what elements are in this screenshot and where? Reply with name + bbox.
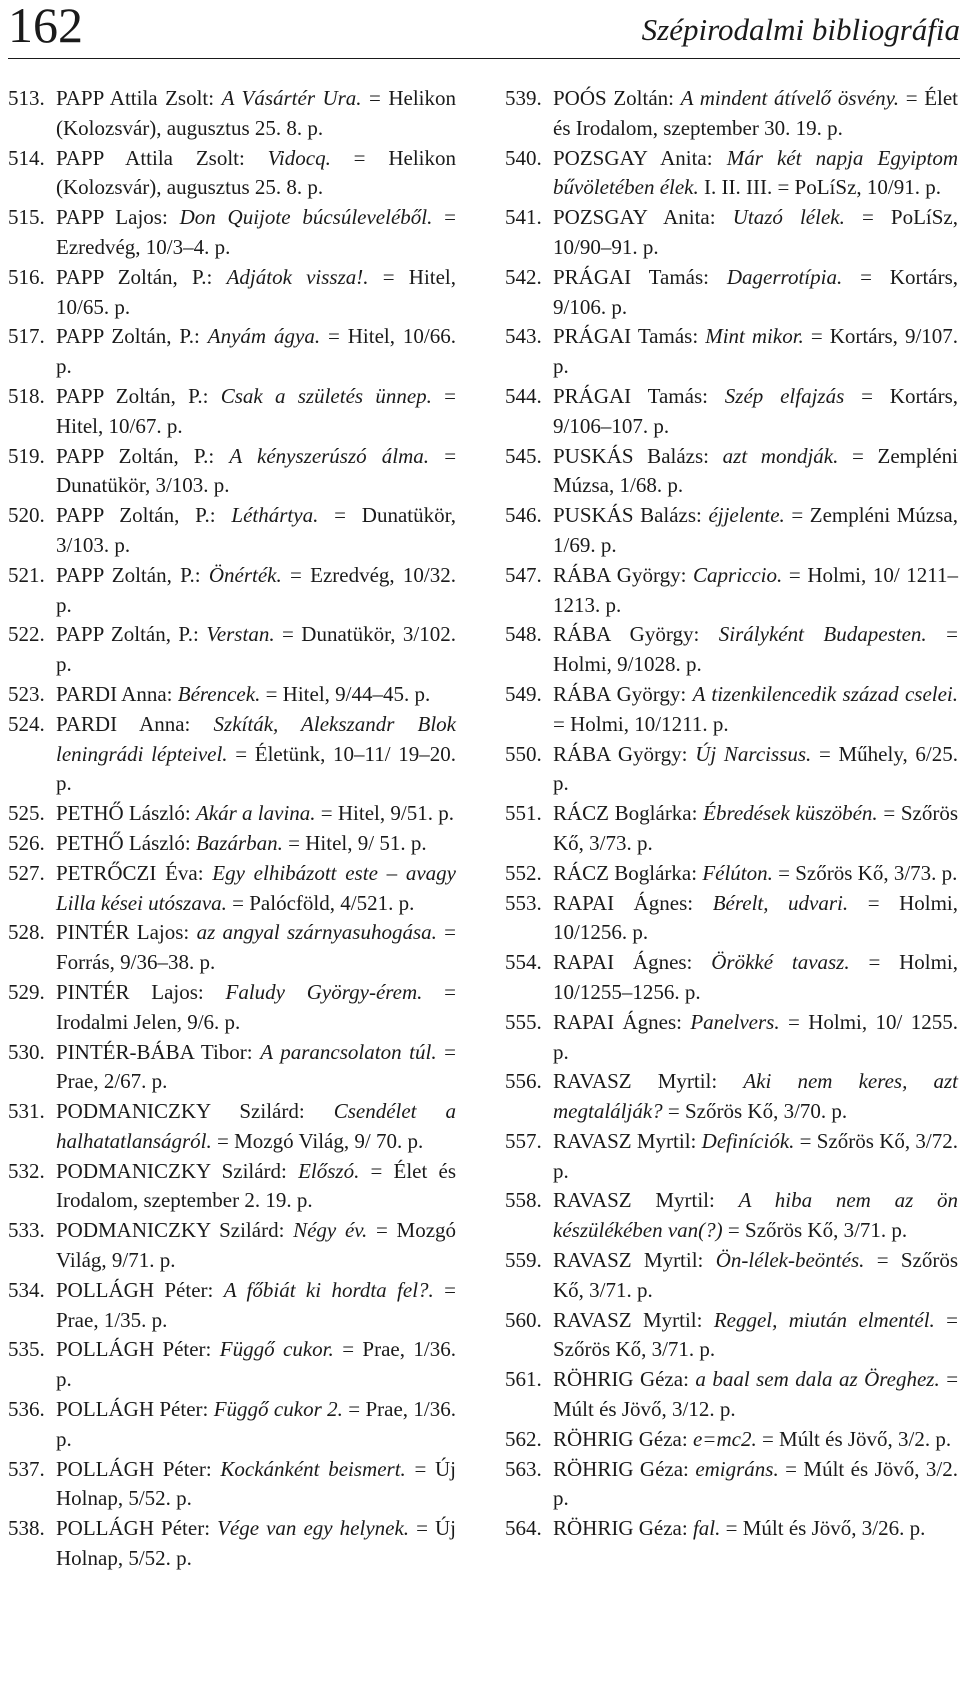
bibliography-entry: [505, 740, 958, 800]
entry-source: = Műhely, 6/25. p.: [553, 741, 958, 796]
entry-number: 532.: [8, 1158, 45, 1183]
bibliography-entry: [505, 203, 958, 263]
entry-author: POLLÁGH Péter:: [56, 1397, 209, 1422]
bibliography-entry: [505, 1127, 958, 1187]
bibliography-entry: [8, 501, 456, 561]
bibliography-entry: [505, 1186, 958, 1246]
entry-number: 545.: [505, 443, 542, 468]
entry-source: = Mozgó Világ, 9/ 70. p.: [217, 1128, 424, 1153]
bibliography-entry: [8, 84, 456, 144]
entry-source: = Múlt és Jövő, 3/12. p.: [553, 1367, 959, 1422]
entry-author: RÁBA György:: [553, 681, 687, 706]
entry-number: 557.: [505, 1128, 542, 1153]
entry-title: A kényszerúszó álma.: [229, 443, 430, 468]
entry-source: = Szőrös Kő, 3/71. p.: [727, 1218, 908, 1243]
entry-author: POLLÁGH Péter:: [56, 1277, 214, 1302]
entry-number: 522.: [8, 622, 45, 647]
entry-author: POLLÁGH Péter:: [56, 1516, 211, 1541]
entry-title: e=mc2.: [692, 1426, 757, 1451]
entry-title: Sirályként Budapesten.: [718, 622, 927, 647]
bibliography-entry: [8, 263, 456, 323]
entry-source: = Holmi, 9/1028. p.: [553, 622, 958, 677]
entry-title: Bérencek.: [177, 681, 261, 706]
left-column: [8, 84, 456, 1574]
entry-title: Vidocq.: [267, 145, 331, 170]
bibliography-entry: [505, 1008, 958, 1068]
entry-author: RÁBA György:: [553, 562, 687, 587]
entry-title: Félúton.: [702, 860, 773, 885]
entry-title: Faludy György-érem.: [225, 979, 423, 1004]
entry-author: RÖHRIG Géza:: [553, 1516, 688, 1541]
entry-author: PINTÉR-BÁBA Tibor:: [56, 1039, 253, 1064]
bibliography-entry: [505, 84, 958, 144]
entry-author: POÓS Zoltán:: [553, 86, 674, 110]
entry-author: RÖHRIG Géza:: [553, 1426, 688, 1451]
entry-title: Csak a születés ünnep.: [220, 383, 432, 408]
entry-number: 563.: [505, 1456, 542, 1481]
bibliography-entry: [8, 322, 456, 382]
entry-source: = Hitel, 9/51. p.: [320, 801, 454, 826]
bibliography-entry: [505, 1425, 958, 1455]
entry-author: POLLÁGH Péter:: [56, 1456, 212, 1481]
entry-author: RAPAI Ágnes:: [553, 890, 694, 915]
entry-source: = Szőrös Kő, 3/73. p.: [553, 801, 958, 855]
entry-number: 546.: [505, 503, 542, 528]
entry-source: = Életünk, 10–11/ 19–20. p.: [56, 741, 457, 796]
entry-source: = Élet és Irodalom, szeptember 2. 19. p.: [56, 1158, 456, 1213]
entry-source: = Új Holnap, 5/52. p.: [56, 1516, 457, 1571]
entry-title: Panelvers.: [690, 1009, 780, 1034]
entry-title: Verstan.: [206, 622, 275, 647]
entry-title: Definíciók.: [701, 1128, 795, 1153]
entry-title: A mindent átívelő ösvény.: [680, 86, 900, 110]
entry-source: = Prae, 2/67. p.: [56, 1039, 456, 1094]
bibliography-entry: [505, 382, 958, 442]
page-header: [8, 0, 960, 58]
entry-title: fal.: [692, 1516, 721, 1541]
entry-author: POLLÁGH Péter:: [56, 1337, 212, 1362]
entry-source: = Helikon (Kolozsvár), augusztus 25. 8. p.: [56, 145, 456, 200]
entry-source: = Múlt és Jövő, 3/2. p.: [553, 1456, 959, 1511]
entry-title: Egy elhibázott este – avagy Lilla kései utószava.: [56, 860, 456, 915]
entry-number: 564.: [505, 1516, 542, 1541]
bibliography-entry: [8, 829, 456, 859]
bibliography-entry: [505, 144, 958, 204]
entry-author: PINTÉR Lajos:: [56, 979, 204, 1004]
entry-title: Don Quijote búcsúleveléből.: [179, 205, 433, 230]
entry-source: = Holmi, 10/ 1255. p.: [553, 1009, 958, 1064]
entry-author: PRÁGAI Tamás:: [553, 383, 708, 408]
entry-title: Kockánként beismert.: [220, 1456, 406, 1481]
entry-author: PAPP Zoltán, P.:: [56, 622, 199, 647]
entry-author: PRÁGAI Tamás:: [553, 264, 710, 289]
entry-number: 527.: [8, 860, 45, 885]
entry-source: = Hitel, 10/65. p.: [56, 264, 457, 319]
entry-author: PAPP Zoltán, P.:: [56, 503, 216, 528]
entry-title: éjjelente.: [708, 503, 785, 528]
entry-title: Vége van egy helynek.: [217, 1516, 410, 1541]
entry-title: Már két napja Egyiptom bűvöletében élek.: [553, 145, 958, 200]
entry-source: = Ezredvég, 10/32. p.: [56, 562, 457, 617]
entry-source: = Holmi, 10/ 1211–1213. p.: [553, 562, 958, 617]
bibliography-entry: [8, 1455, 456, 1515]
entry-author: PAPP Zoltán, P.:: [56, 324, 200, 349]
page-number: 162: [8, 0, 83, 53]
entry-title: Utazó lélek.: [732, 205, 845, 230]
bibliography-entry: [8, 859, 456, 919]
entry-source: = PoLíSz, 10/90–91. p.: [553, 205, 959, 259]
entry-number: 547.: [505, 562, 542, 587]
bibliography-entry: [505, 561, 958, 621]
entry-title: Bazárban.: [195, 830, 283, 855]
bibliography-entry: [8, 144, 456, 204]
entry-source: = Irodalmi Jelen, 9/6. p.: [56, 979, 457, 1034]
entry-source: = Forrás, 9/36–38. p.: [56, 920, 457, 975]
entry-author: PUSKÁS Balázs:: [553, 443, 709, 468]
entry-source: = Új Holnap, 5/52. p.: [56, 1456, 457, 1511]
entry-number: 524.: [8, 711, 45, 736]
bibliography-entry: [505, 501, 958, 561]
entry-number: 543.: [505, 324, 542, 349]
bibliography-entry: [8, 1038, 456, 1098]
entry-number: 561.: [505, 1367, 542, 1392]
bibliography-entry: [8, 1514, 456, 1574]
entry-title: az angyal szárnyasuhogása.: [196, 920, 437, 945]
entry-source: = Kortárs, 9/107. p.: [553, 324, 959, 379]
entry-author: RÁBA György:: [553, 622, 700, 647]
entry-title: Bérelt, udvari.: [712, 890, 849, 915]
entry-title: Szép elfajzás: [724, 383, 845, 408]
running-title: Szépirodalmi bibliográfia: [641, 12, 960, 47]
entry-number: 513.: [8, 86, 45, 110]
entry-title: Négy év.: [293, 1218, 368, 1243]
entry-author: RÁBA György:: [553, 741, 688, 766]
entry-author: PAPP Zoltán, P.:: [56, 264, 213, 289]
entry-number: 548.: [505, 622, 542, 647]
entry-source: = Szőrös Kő, 3/72. p.: [553, 1128, 959, 1183]
entry-number: 530.: [8, 1039, 45, 1064]
entry-title: emigráns.: [695, 1456, 779, 1481]
bibliography-entry: [8, 620, 456, 680]
entry-number: 560.: [505, 1307, 542, 1332]
entry-number: 521.: [8, 562, 45, 587]
entry-title: Mint mikor.: [705, 324, 804, 349]
bibliography-entry: [505, 1514, 958, 1544]
entry-number: 529.: [8, 979, 45, 1004]
entry-source: = Hitel, 9/44–45. p.: [265, 681, 431, 706]
entry-title: Ön-lélek-beöntés.: [715, 1248, 865, 1273]
entry-title: Függő cukor.: [219, 1337, 334, 1362]
entry-source: = Dunatükör, 3/103. p.: [56, 443, 457, 498]
entry-source: = Dunatükör, 3/102. p.: [56, 622, 457, 677]
entry-number: 555.: [505, 1009, 542, 1034]
entry-source: = Múlt és Jövő, 3/2. p.: [761, 1426, 952, 1451]
entry-source: = Hitel, 9/ 51. p.: [288, 830, 427, 855]
entry-number: 559.: [505, 1248, 542, 1273]
entry-number: 525.: [8, 801, 45, 826]
bibliography-entry: [505, 1365, 958, 1425]
entry-source: = Prae, 1/36. p.: [56, 1397, 456, 1451]
entry-title: Léthártya.: [231, 503, 319, 528]
entry-author: PAPP Attila Zsolt:: [56, 145, 245, 170]
entry-number: 542.: [505, 264, 542, 289]
entry-author: PARDI Anna:: [56, 711, 191, 736]
entry-title: A tizenkilencedik század cselei.: [692, 681, 959, 706]
entry-author: PETRŐCZI Éva:: [56, 860, 204, 885]
entry-author: RAPAI Ágnes:: [553, 950, 693, 975]
entry-number: 526.: [8, 830, 45, 855]
entry-number: 540.: [505, 145, 542, 170]
entry-author: RAVASZ Myrtil:: [553, 1307, 703, 1332]
entry-number: 556.: [505, 1069, 542, 1094]
entry-source: = Múlt és Jövő, 3/26. p.: [725, 1516, 926, 1541]
entry-number: 552.: [505, 860, 542, 885]
entry-number: 514.: [8, 145, 45, 170]
bibliography-entry: [8, 978, 456, 1038]
entry-title: Akár a lavina.: [195, 801, 316, 826]
entry-number: 517.: [8, 324, 45, 349]
bibliography-entry: [505, 799, 958, 859]
entry-number: 518.: [8, 383, 45, 408]
entry-author: RAVASZ Myrtil:: [553, 1248, 704, 1273]
bibliography-entry: [505, 680, 958, 740]
right-column: [505, 84, 958, 1544]
entry-number: 539.: [505, 86, 542, 110]
entry-author: PODMANICZKY Szilárd:: [56, 1099, 305, 1124]
entry-title: A hiba nem az ön készülékében van(?): [553, 1188, 958, 1243]
bibliography-entry: [8, 203, 456, 263]
entry-author: PAPP Zoltán, P.:: [56, 383, 209, 408]
entry-author: PODMANICZKY Szilárd:: [56, 1158, 287, 1183]
entry-author: PINTÉR Lajos:: [56, 920, 190, 945]
entry-source: = Prae, 1/35. p.: [56, 1277, 457, 1332]
entry-title: Új Narcissus.: [695, 741, 812, 766]
entry-title: azt mondják.: [722, 443, 839, 468]
entry-author: PARDI Anna:: [56, 681, 173, 706]
entry-number: 534.: [8, 1277, 45, 1302]
bibliography-entry: [8, 1157, 456, 1217]
entry-number: 549.: [505, 681, 542, 706]
entry-title: Reggel, miután elmentél.: [713, 1307, 935, 1332]
entry-source: = Hitel, 10/66. p.: [56, 324, 457, 379]
entry-source: = Holmi, 10/1256. p.: [553, 890, 959, 945]
bibliography-entry: [505, 442, 958, 502]
entry-source: = Holmi, 10/1211. p.: [553, 711, 729, 736]
bibliography-entry: [8, 382, 456, 442]
bibliography-entry: [505, 620, 958, 680]
entry-number: 528.: [8, 920, 45, 945]
bibliography-entry: [8, 799, 456, 829]
entry-number: 520.: [8, 503, 45, 528]
entry-title: Dagerrotípia.: [726, 264, 843, 289]
entry-author: RAVASZ Myrtil:: [553, 1128, 697, 1153]
entry-source: = Helikon (Kolozsvár), augusztus 25. 8. p.: [56, 86, 456, 140]
bibliography-entry: [8, 1097, 456, 1157]
entry-title: A parancsolaton túl.: [260, 1039, 437, 1064]
header-rule: [8, 58, 960, 59]
entry-number: 558.: [505, 1188, 542, 1213]
entry-author: RAPAI Ágnes:: [553, 1009, 682, 1034]
entry-number: 519.: [8, 443, 45, 468]
entry-number: 533.: [8, 1218, 45, 1243]
entry-source: = Holmi, 10/1255–1256. p.: [553, 950, 959, 1004]
entry-title: A főbiát ki hordta fel?.: [223, 1277, 434, 1302]
entry-number: 551.: [505, 801, 542, 826]
entry-title: A Vásártér Ura.: [221, 86, 362, 110]
entry-author: PUSKÁS Balázs:: [553, 503, 702, 528]
entry-number: 531.: [8, 1099, 45, 1124]
entry-title: Ébredések küszöbén.: [703, 801, 878, 826]
bibliography-entry: [505, 1455, 958, 1515]
entry-author: PAPP Lajos:: [56, 205, 168, 230]
bibliography-entry: [8, 1276, 456, 1336]
entry-source: = Élet és Irodalom, szeptember 30. 19. p.: [553, 86, 959, 140]
entry-source: = Hitel, 10/67. p.: [56, 383, 456, 438]
entry-title: Anyám ágya.: [207, 324, 321, 349]
entry-source: = Dunatükör, 3/103. p.: [56, 503, 457, 557]
bibliography-entry: [8, 680, 456, 710]
entry-title: Adjátok vissza!.: [226, 264, 369, 289]
entry-title: Örökké tavasz.: [711, 950, 850, 975]
entry-source: = Szőrös Kő, 3/71. p.: [553, 1248, 958, 1302]
entry-author: RÖHRIG Géza:: [553, 1367, 689, 1392]
bibliography-entry: [505, 1067, 958, 1127]
entry-author: POZSGAY Anita:: [553, 205, 716, 230]
entry-author: RÁCZ Boglárka:: [553, 860, 698, 885]
entry-author: PETHŐ László:: [56, 830, 191, 855]
entry-title: Aki nem keres, azt megtalálják?: [553, 1069, 958, 1124]
entry-source: I. II. III. = PoLíSz, 10/91. p.: [704, 175, 941, 200]
entry-author: PRÁGAI Tamás:: [553, 324, 699, 349]
entry-title: Előszó.: [298, 1158, 360, 1183]
entry-source: = Prae, 1/36. p.: [56, 1337, 456, 1392]
entry-source: = Szőrös Kő, 3/71. p.: [553, 1307, 958, 1362]
bibliography-entry: [8, 1395, 456, 1455]
entry-number: 544.: [505, 383, 542, 408]
bibliography-entry: [8, 561, 456, 621]
entry-source: = Mozgó Világ, 9/71. p.: [56, 1218, 457, 1273]
bibliography-entry: [505, 322, 958, 382]
entry-author: POZSGAY Anita:: [553, 145, 713, 170]
entry-source: = Zempléni Múzsa, 1/69. p.: [553, 503, 958, 557]
bibliography-entry: [505, 859, 958, 889]
entry-number: 538.: [8, 1516, 45, 1541]
entry-number: 537.: [8, 1456, 45, 1481]
entry-number: 536.: [8, 1397, 45, 1422]
entry-number: 550.: [505, 741, 542, 766]
entry-author: PAPP Zoltán, P.:: [56, 562, 201, 587]
entry-author: RAVASZ Myrtil:: [553, 1188, 715, 1213]
entry-author: RAVASZ Myrtil:: [553, 1069, 718, 1094]
entry-source: = Kortárs, 9/106. p.: [553, 264, 959, 319]
entry-title: Szkíták, Alekszandr Blok leningrádi lépteivel.: [56, 711, 456, 766]
entry-title: Önérték.: [208, 562, 282, 587]
bibliography-entry: [8, 1216, 456, 1276]
entry-author: RÖHRIG Géza:: [553, 1456, 689, 1481]
entry-number: 515.: [8, 205, 45, 230]
entry-source: = Szőrös Kő, 3/70. p.: [667, 1099, 848, 1124]
entry-author: PETHŐ László:: [56, 801, 191, 826]
entry-source: = Palócföld, 4/521. p.: [232, 890, 415, 915]
bibliography-entry: [8, 710, 456, 799]
entry-number: 516.: [8, 264, 45, 289]
entry-author: PAPP Zoltán, P.:: [56, 443, 215, 468]
bibliography-entry: [8, 918, 456, 978]
entry-title: Capriccio.: [693, 562, 783, 587]
entry-number: 523.: [8, 681, 45, 706]
bibliography-entry: [505, 263, 958, 323]
entry-author: PODMANICZKY Szilárd:: [56, 1218, 285, 1243]
entry-source: = Kortárs, 9/106–107. p.: [553, 383, 959, 438]
bibliography-entry: [8, 1335, 456, 1395]
entry-title: a baal sem dala az Öreghez.: [695, 1367, 940, 1392]
bibliography-entry: [505, 948, 958, 1008]
entry-author: PAPP Attila Zsolt:: [56, 86, 215, 110]
entry-number: 553.: [505, 890, 542, 915]
bibliography-entry: [8, 442, 456, 502]
entry-source: = Zempléni Múzsa, 1/68. p.: [553, 443, 959, 498]
entry-source: = Ezredvég, 10/3–4. p.: [56, 205, 456, 259]
entry-author: RÁCZ Boglárka:: [553, 801, 698, 826]
bibliography-entry: [505, 889, 958, 949]
entry-title: Csendélet a halhatatlanságról.: [56, 1099, 457, 1153]
entry-number: 541.: [505, 205, 542, 230]
entry-source: = Szőrös Kő, 3/73. p.: [778, 860, 958, 885]
entry-title: Függő cukor 2.: [213, 1397, 343, 1422]
bibliography-entry: [505, 1246, 958, 1306]
entry-number: 554.: [505, 950, 542, 975]
bibliography-entry: [505, 1306, 958, 1366]
entry-number: 562.: [505, 1426, 542, 1451]
entry-number: 535.: [8, 1337, 45, 1362]
